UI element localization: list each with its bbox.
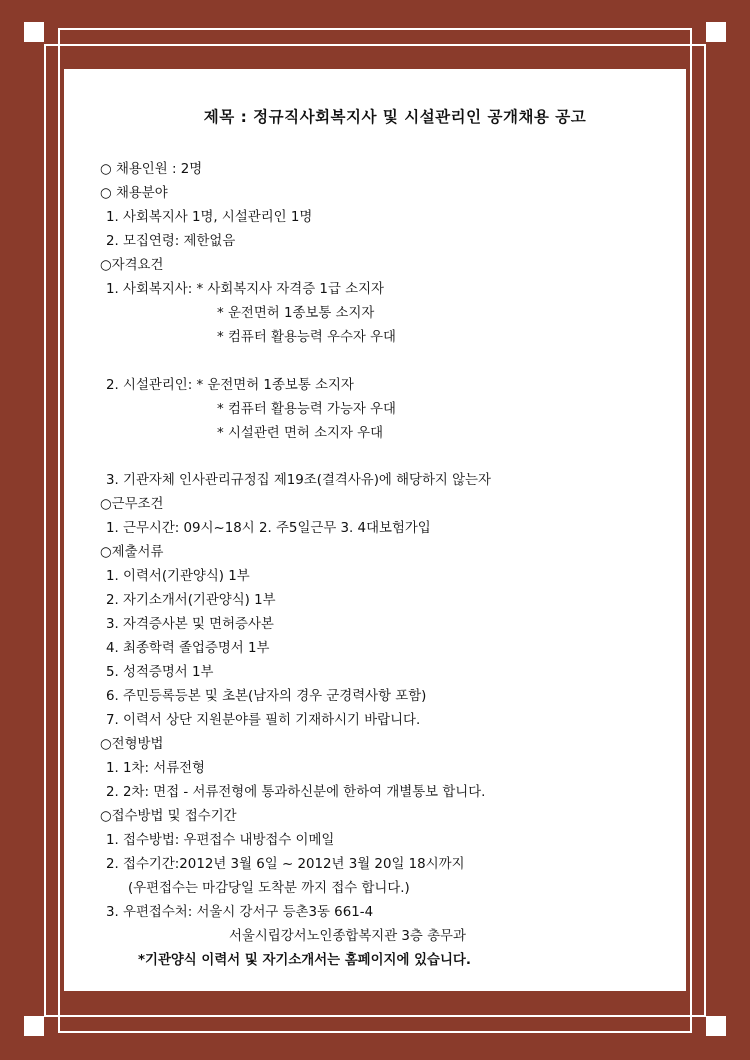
application-method: 1. 접수방법: 우편접수 내방접수 이메일 <box>106 833 335 848</box>
section-documents: ○제출서류 <box>100 545 164 560</box>
document-item-6: 6. 주민등록등본 및 초본(남자의 경우 군경력사항 포함) <box>106 689 427 704</box>
frame-corner-top-left <box>24 22 44 42</box>
document-page <box>64 69 686 991</box>
recruit-count: ○ 채용인원 : 2명 <box>100 162 203 177</box>
qualification-facility-manager-3: * 시설관련 면허 소지자 우대 <box>217 426 384 441</box>
application-period-note: (우편접수는 마감당일 도착분 까지 접수 합니다.) <box>128 881 410 896</box>
qualification-facility-manager-2: * 컴퓨터 활용능력 가능자 우대 <box>217 402 396 417</box>
document-item-5: 5. 성적증명서 1부 <box>106 665 214 680</box>
qualification-facility-manager: 2. 시설관리인: * 운전면허 1종보통 소지자 <box>106 378 354 393</box>
document-item-2: 2. 자기소개서(기관양식) 1부 <box>106 593 276 608</box>
document-item-7: 7. 이력서 상단 지원분야를 필히 기재하시기 바랍니다. <box>106 713 421 728</box>
document-title: 제목 : 정규직사회복지사 및 시설관리인 공개채용 공고 <box>203 108 587 126</box>
screening-item-2: 2. 2차: 면접 - 서류전형에 통과하신분에 한하여 개별통보 합니다. <box>106 785 486 800</box>
recruit-field-item-2: 2. 모집연령: 제한없음 <box>106 234 236 249</box>
section-screening: ○전형방법 <box>100 737 164 752</box>
qualification-item-3: 3. 기관자체 인사관리규정집 제19조(결격사유)에 해당하지 않는자 <box>106 473 491 488</box>
work-conditions-item: 1. 근무시간: 09시~18시 2. 주5일근무 3. 4대보험가입 <box>106 521 431 536</box>
document-item-3: 3. 자격증사본 및 면허증사본 <box>106 617 274 632</box>
application-period: 2. 접수기간:2012년 3월 6일 ~ 2012년 3월 20일 18시까지 <box>106 857 465 872</box>
homepage-notice: *기관양식 이력서 및 자기소개서는 홈페이지에 있습니다. <box>138 953 471 968</box>
qualification-social-worker-3: * 컴퓨터 활용능력 우수자 우대 <box>217 330 396 345</box>
section-work-conditions: ○근무조건 <box>100 497 164 512</box>
document-item-1: 1. 이력서(기관양식) 1부 <box>106 569 250 584</box>
frame-corner-top-right <box>706 22 726 42</box>
frame-corner-bottom-right <box>706 1016 726 1036</box>
section-application: ○접수방법 및 접수기간 <box>100 809 237 824</box>
qualification-social-worker: 1. 사회복지사: * 사회복지사 자격증 1급 소지자 <box>106 282 384 297</box>
application-address: 3. 우편접수처: 서울시 강서구 등촌3동 661-4 <box>106 905 374 920</box>
screening-item-1: 1. 1차: 서류전형 <box>106 761 205 776</box>
section-recruit-field: ○ 채용분야 <box>100 186 168 201</box>
section-qualifications: ○자격요건 <box>100 258 164 273</box>
application-address-2: 서울시립강서노인종합복지관 3층 총무과 <box>229 929 466 944</box>
document-item-4: 4. 최종학력 졸업증명서 1부 <box>106 641 270 656</box>
frame-corner-bottom-left <box>24 1016 44 1036</box>
recruit-field-item-1: 1. 사회복지사 1명, 시설관리인 1명 <box>106 210 313 225</box>
qualification-social-worker-2: * 운전면허 1종보통 소지자 <box>217 306 375 321</box>
